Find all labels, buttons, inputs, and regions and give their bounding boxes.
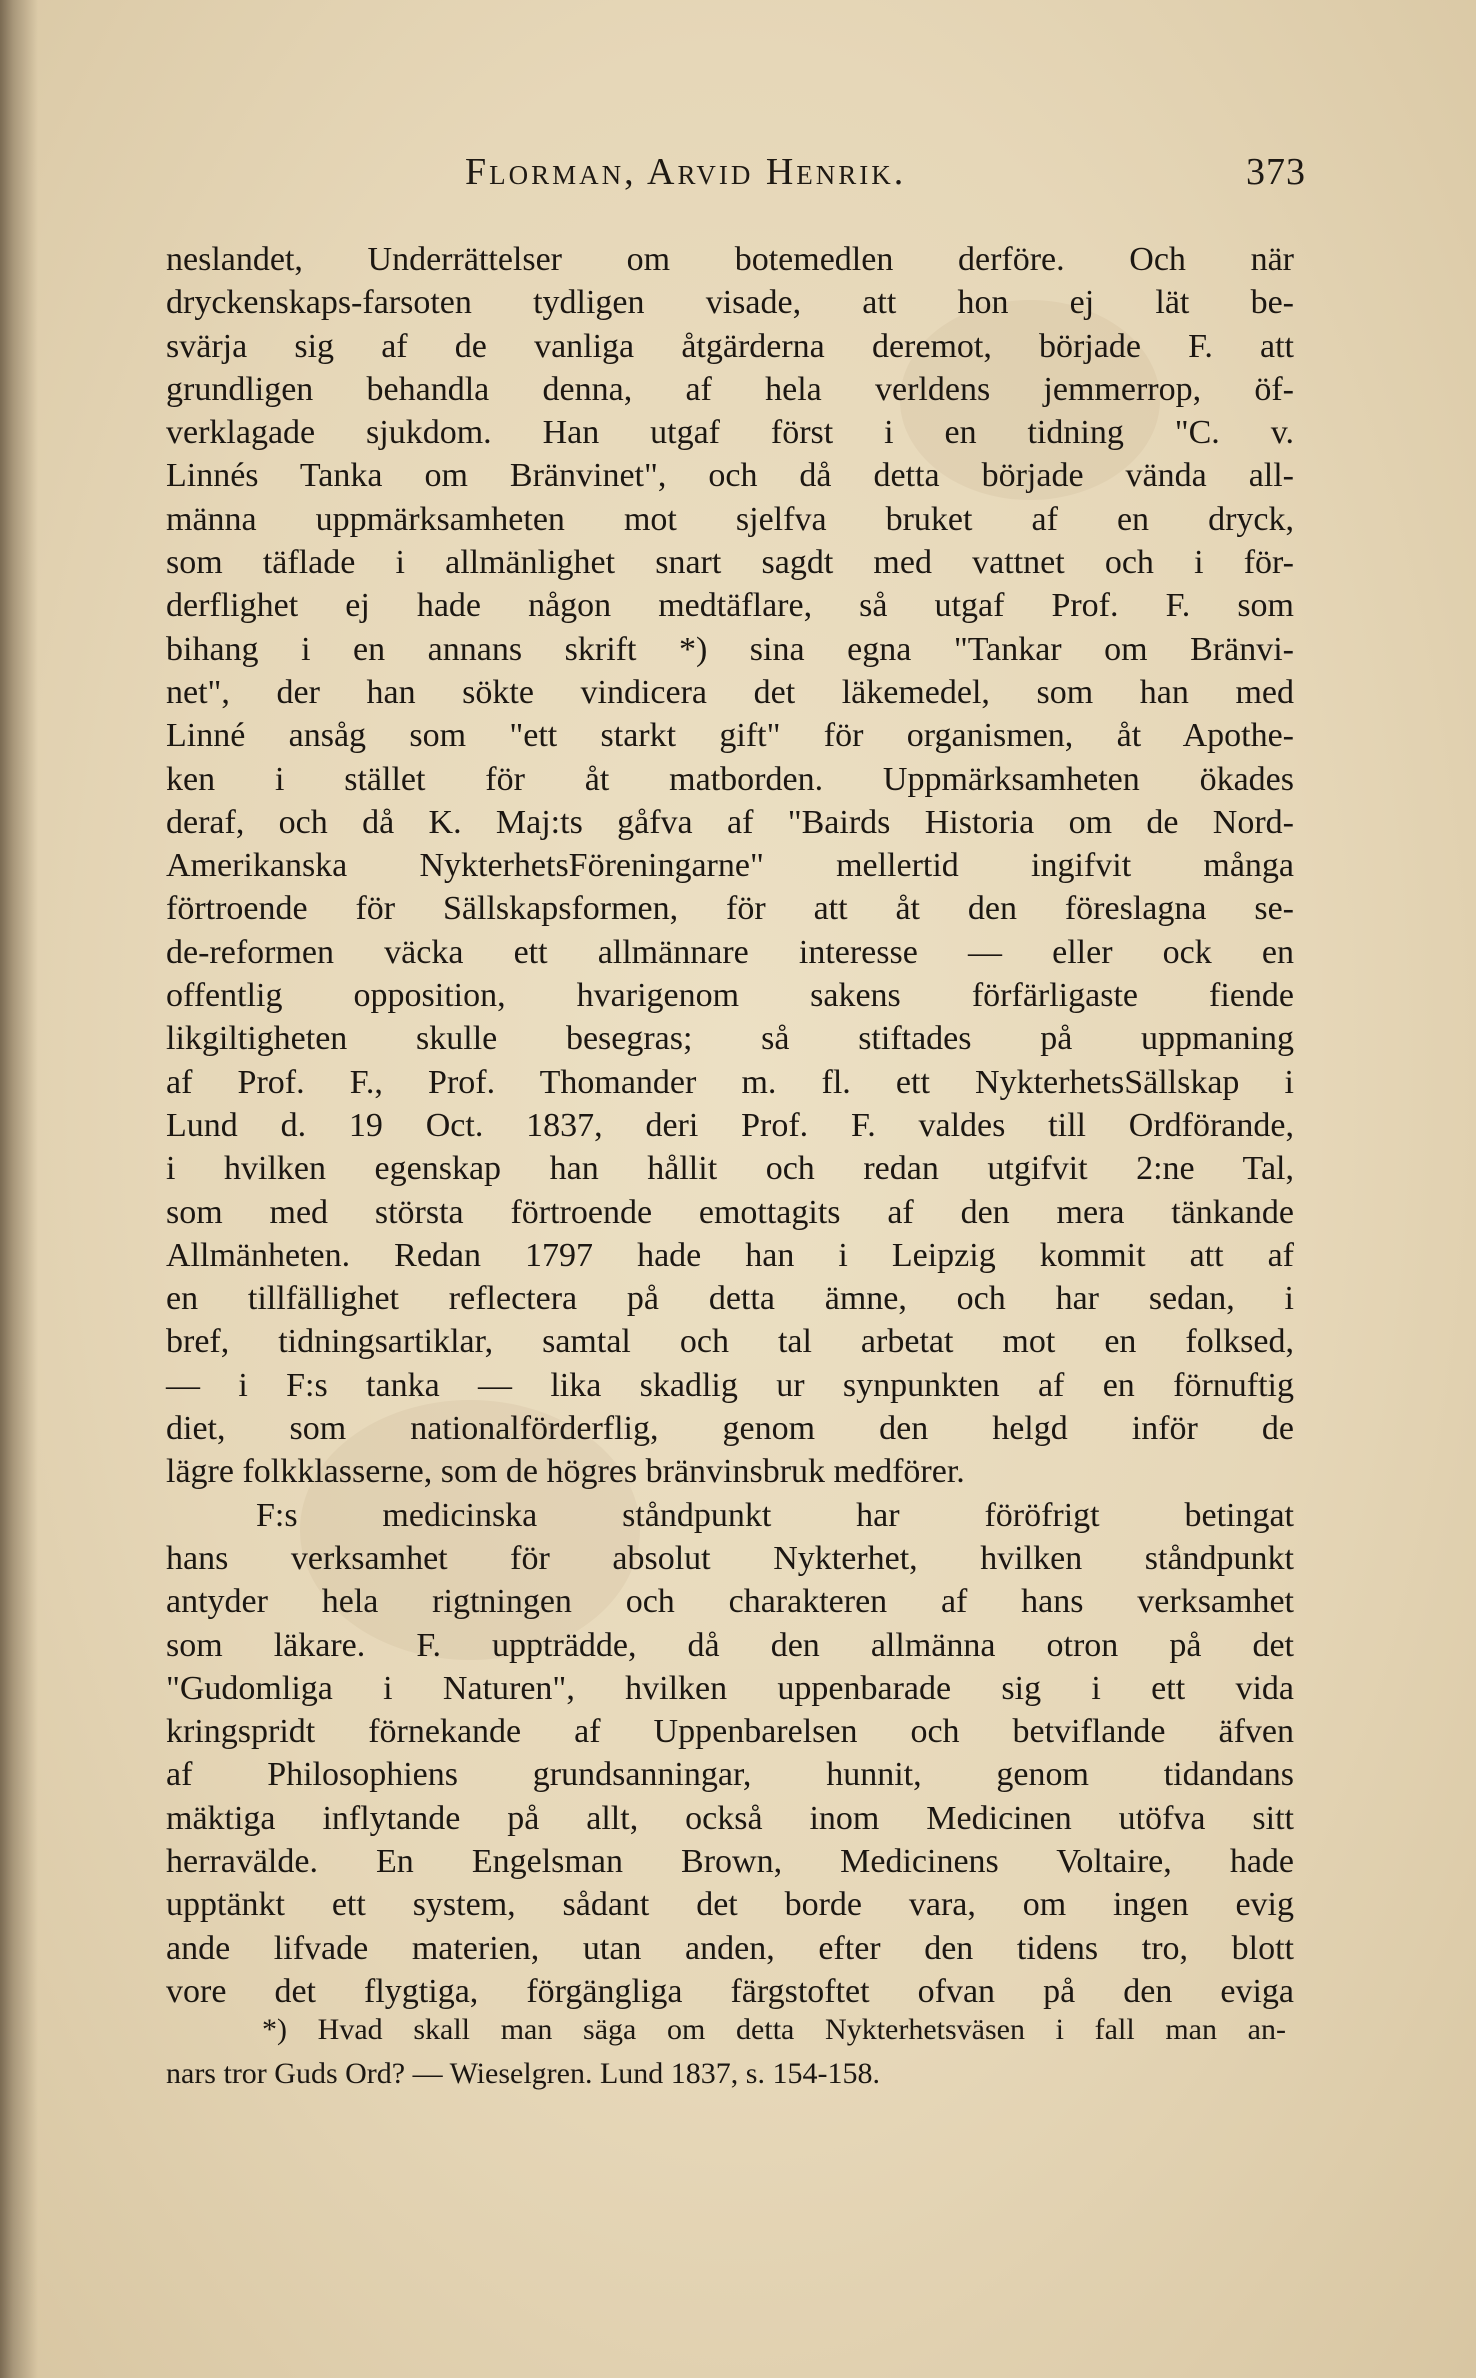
text-line: mäktiga inflytande på allt, också inom Medicinen utöfva sitt (166, 1799, 1294, 1837)
text-line: svärja sig af de vanliga åtgärderna deremot, började F. att (166, 327, 1294, 365)
running-header-author: Florman, Arvid Henrik. (465, 151, 907, 193)
text-line: Linné ansåg som "ett starkt gift" för organismen, åt Apothe- (166, 717, 1294, 755)
text-line: de-reformen väcka ett allmännare interesse — eller ock en (166, 933, 1294, 971)
text-line: som täflade i allmänlighet snart sagdt med vattnet och i för- (166, 544, 1294, 582)
footnote (166, 2008, 1286, 2096)
text-line: ande lifvade materien, utan anden, efter den tidens tro, blott (166, 1929, 1294, 1967)
body-text (166, 238, 1294, 2013)
text-line: Linnés Tanka om Bränvinet", och då detta började vända all- (166, 457, 1294, 495)
text-line: Lund d. 19 Oct. 1837, deri Prof. F. valdes till Ordförande, (166, 1106, 1294, 1144)
text-line: förtroende för Sällskapsformen, för att åt den föreslagna se- (166, 890, 1294, 928)
footnote-line: *) Hvad skall man säga om detta Nykterhetsväsen i fall man an- (262, 2013, 1286, 2046)
text-line: offentlig opposition, hvarigenom sakens förfärligaste fiende (166, 977, 1294, 1015)
text-line: dryckenskaps-farsoten tydligen visade, att hon ej lät be- (166, 284, 1294, 322)
text-line: herravälde. En Engelsman Brown, Medicinens Voltaire, hade (166, 1842, 1294, 1880)
text-line: F:s medicinska ståndpunkt har föröfrigt betingat (256, 1496, 1294, 1534)
text-line: männa uppmärksamheten mot sjelfva bruket af en dryck, (166, 500, 1294, 538)
text-line: Allmänheten. Redan 1797 hade han i Leipzig kommit att af (166, 1236, 1294, 1274)
text-line: deraf, och då K. Maj:ts gåfva af "Bairds Historia om de Nord- (166, 803, 1294, 841)
text-line: likgiltigheten skulle besegras; så stiftades på uppmaning (166, 1020, 1294, 1058)
spine-shadow (0, 0, 38, 2378)
text-line: af Philosophiens grundsanningar, hunnit, genom tidandans (166, 1756, 1294, 1794)
text-line: bref, tidningsartiklar, samtal och tal arbetat mot en folksed, (166, 1323, 1294, 1361)
text-line: diet, som nationalförderflig, genom den helgd inför de (166, 1410, 1294, 1448)
text-line: en tillfällighet reflectera på detta ämne, och har sedan, i (166, 1280, 1294, 1318)
text-line: kringspridt förnekande af Uppenbarelsen och betviflande äfven (166, 1713, 1294, 1751)
text-line: verklagade sjukdom. Han utgaf först i en tidning "C. v. (166, 414, 1294, 452)
text-line: bihang i en annans skrift *) sina egna "Tankar om Bränvi- (166, 630, 1294, 668)
text-line: i hvilken egenskap han hållit och redan utgifvit 2:ne Tal, (166, 1150, 1294, 1188)
text-line: net", der han sökte vindicera det läkemedel, som han med (166, 673, 1294, 711)
text-line: — i F:s tanka — lika skadlig ur synpunkten af en förnuftig (166, 1366, 1294, 1404)
text-line: af Prof. F., Prof. Thomander m. fl. ett NykterhetsSällskap i (166, 1063, 1294, 1101)
text-line: som med största förtroende emottagits af den mera tänkande (166, 1193, 1294, 1231)
text-line: derflighet ej hade någon medtäflare, så utgaf Prof. F. som (166, 587, 1294, 625)
footnote-line: nars tror Guds Ord? — Wieselgren. Lund 1837, s. 154-158. (166, 2057, 880, 2090)
text-line: upptänkt ett system, sådant det borde vara, om ingen evig (166, 1886, 1294, 1924)
text-line: ken i stället för åt matborden. Uppmärksamheten ökades (166, 760, 1294, 798)
text-line: hans verksamhet för absolut Nykterhet, hvilken ståndpunkt (166, 1539, 1294, 1577)
text-line: vore det flygtiga, förgängliga färgstoftet ofvan på den eviga (166, 1972, 1294, 2010)
text-line: "Gudomliga i Naturen", hvilken uppenbarade sig i ett vida (166, 1669, 1294, 1707)
running-header (160, 150, 1306, 200)
text-line: grundligen behandla denna, af hela verldens jemmerrop, öf- (166, 370, 1294, 408)
text-line: som läkare. F. uppträdde, då den allmänna otron på det (166, 1626, 1294, 1664)
text-line: Amerikanska NykterhetsFöreningarne" mellertid ingifvit många (166, 847, 1294, 885)
text-line: neslandet, Underrättelser om botemedlen derföre. Och när (166, 241, 1294, 278)
text-line: antyder hela rigtningen och charakteren af hans verksamhet (166, 1583, 1294, 1621)
page-number: 373 (1246, 151, 1306, 193)
text-line: lägre folkklasserne, som de högres bränvinsbruk medförer. (166, 1453, 965, 1491)
